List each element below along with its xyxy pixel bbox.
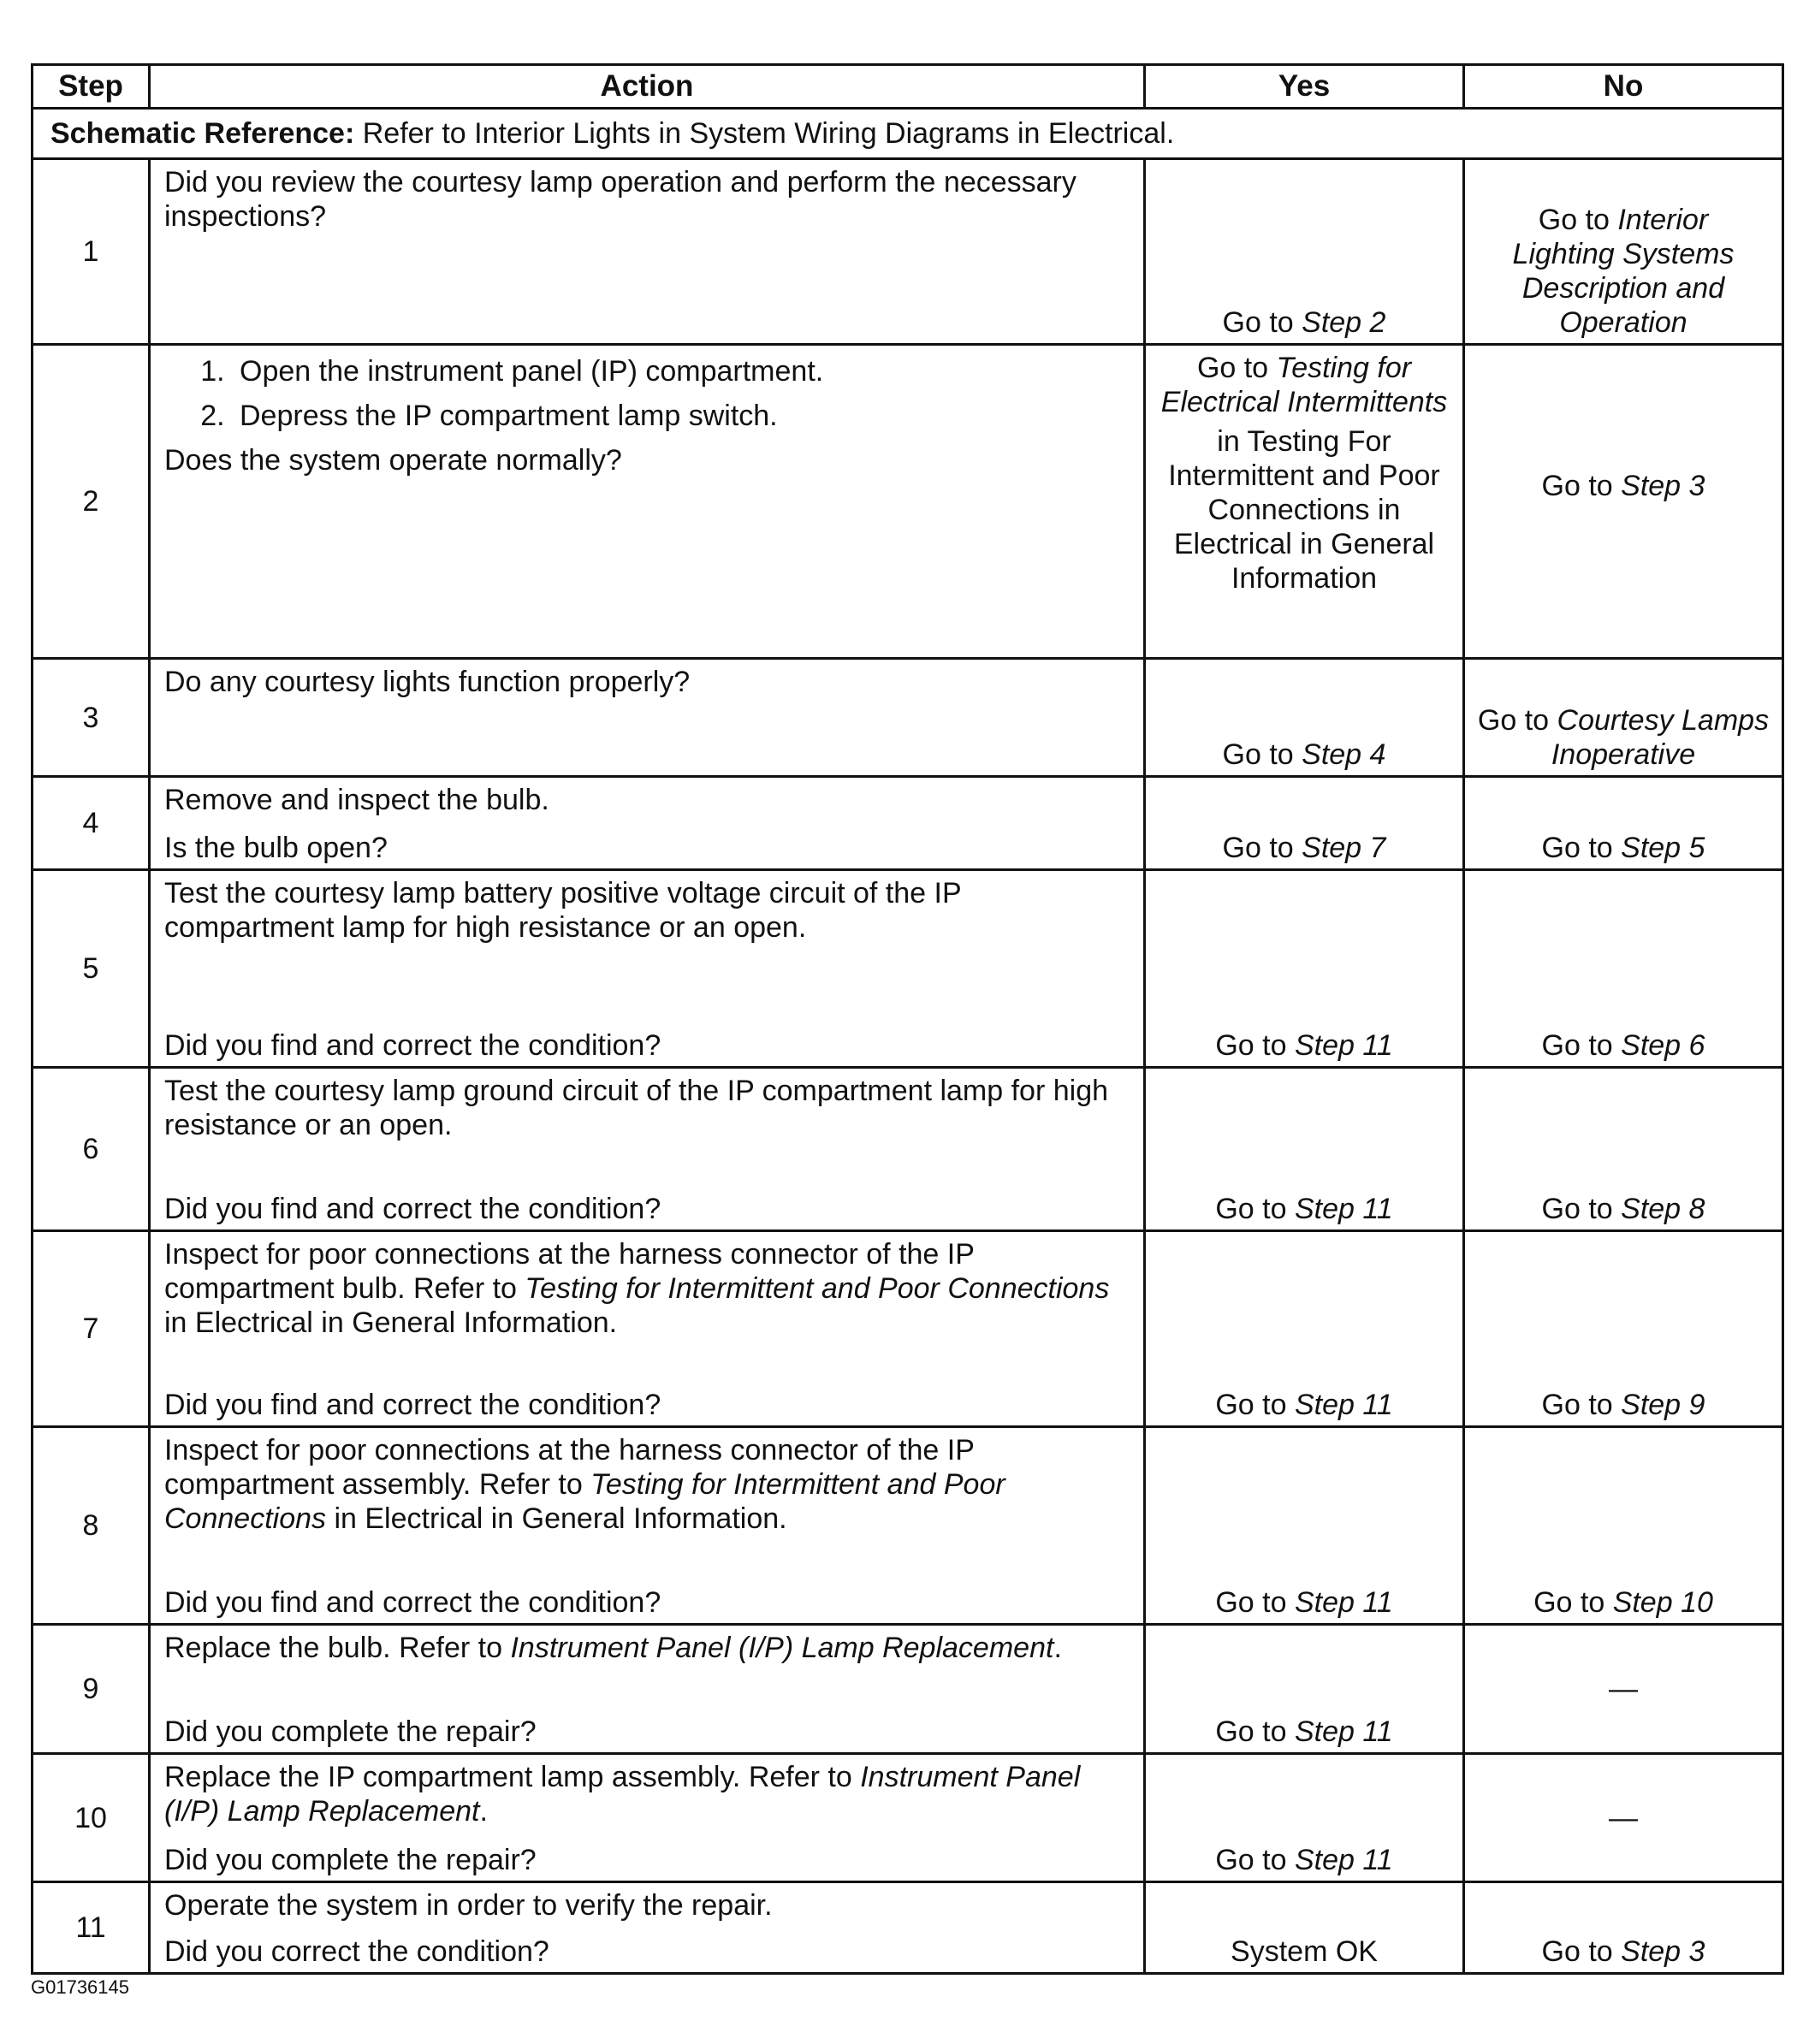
step-number: 4	[33, 777, 150, 870]
action-question: Did you find and correct the condition?	[164, 1193, 661, 1225]
action-text-pre: Replace the bulb. Refer to	[164, 1632, 511, 1664]
action-cell	[150, 1625, 1145, 1754]
no-prefix: Go to	[1477, 704, 1557, 737]
no-cell	[1464, 659, 1783, 777]
action-question: Did you complete the repair?	[164, 1715, 537, 1748]
table-row	[33, 1754, 1783, 1882]
table-row	[33, 870, 1783, 1068]
step-number: 9	[33, 1625, 150, 1754]
yes-cell	[1145, 1231, 1464, 1427]
no-prefix: Go to	[1541, 1389, 1622, 1421]
yes-link[interactable]: Step 11	[1294, 1586, 1393, 1619]
action-cell	[150, 1882, 1145, 1974]
reference-link[interactable]: Testing for Intermittent and Poor Connections	[525, 1272, 1110, 1305]
action-cell	[150, 1231, 1145, 1427]
table-row	[33, 1068, 1783, 1231]
action-question: Did you find and correct the condition?	[164, 1029, 661, 1062]
step-number: 2	[33, 345, 150, 659]
step-number: 7	[33, 1231, 150, 1427]
action-question: Did you correct the condition?	[164, 1935, 549, 1968]
no-cell	[1464, 777, 1783, 870]
action-text-pre: Inspect for poor connections at the harness connector of the IP compartment bulb. Refer to	[164, 1238, 975, 1305]
no-cell	[1464, 1625, 1783, 1754]
action-text-post: in Electrical in General Information.	[326, 1502, 787, 1535]
no-prefix: Go to	[1541, 1935, 1622, 1968]
action-list	[164, 354, 1130, 443]
yes-prefix: Go to	[1215, 1844, 1295, 1876]
step-number: 11	[33, 1882, 150, 1974]
action-text-pre: Inspect for poor connections at the harness connector of the IP compartment assembly. Refer to	[164, 1434, 975, 1501]
table-row	[33, 659, 1783, 777]
no-link[interactable]: Step 3	[1621, 1935, 1705, 1968]
no-dash: —	[1609, 1673, 1638, 1705]
schematic-label: Schematic Reference:	[50, 117, 355, 150]
action-cell	[150, 777, 1145, 870]
yes-cell	[1145, 1427, 1464, 1625]
no-cell	[1464, 1427, 1783, 1625]
step-number: 3	[33, 659, 150, 777]
action-cell	[150, 870, 1145, 1068]
action-question: Did you complete the repair?	[164, 1844, 537, 1876]
table-row	[33, 1882, 1783, 1974]
yes-cell	[1145, 777, 1464, 870]
header-no: No	[1464, 65, 1783, 109]
reference-link[interactable]: Instrument Panel (I/P) Lamp Replacement	[510, 1632, 1054, 1664]
no-link[interactable]: Step 8	[1621, 1193, 1705, 1225]
action-text-post: .	[479, 1795, 488, 1828]
action-question: Did you review the courtesy lamp operation and perform the necessary inspections?	[164, 166, 1077, 233]
schematic-reference	[33, 109, 1783, 159]
no-prefix: Go to	[1541, 1193, 1622, 1225]
yes-cell	[1145, 870, 1464, 1068]
reference-link[interactable]: Testing for Intermittent and Poor Connections	[164, 1468, 1005, 1535]
no-link[interactable]: Courtesy Lamps Inoperative	[1551, 704, 1770, 771]
step-number: 1	[33, 159, 150, 345]
no-cell	[1464, 870, 1783, 1068]
header-yes: Yes	[1145, 65, 1464, 109]
no-link[interactable]: Step 10	[1612, 1586, 1713, 1619]
yes-prefix: Go to	[1196, 352, 1277, 384]
no-prefix: Go to	[1533, 1586, 1613, 1619]
yes-link[interactable]: Testing for Electrical Intermittents	[1160, 352, 1448, 418]
no-cell	[1464, 1882, 1783, 1974]
yes-link[interactable]: Step 11	[1294, 1844, 1393, 1876]
action-text	[164, 1237, 1130, 1340]
action-question: Did you find and correct the condition?	[164, 1389, 661, 1421]
table-row	[33, 1625, 1783, 1754]
yes-prefix: Go to	[1215, 1029, 1295, 1062]
action-cell	[150, 1427, 1145, 1625]
table-row	[33, 345, 1783, 659]
yes-plain: System OK	[1231, 1935, 1378, 1968]
table-row	[33, 1231, 1783, 1427]
step-number: 5	[33, 870, 150, 1068]
step-number: 10	[33, 1754, 150, 1882]
action-text: Test the courtesy lamp ground circuit of the IP compartment lamp for high resistance or an open.	[164, 1075, 1109, 1141]
yes-prefix: Go to	[1222, 306, 1302, 339]
action-text: Remove and inspect the bulb.	[164, 784, 549, 816]
header-action: Action	[150, 65, 1145, 109]
no-cell	[1464, 1231, 1783, 1427]
yes-suffix: in Testing For Intermittent and Poor Connections in Electrical in General Information	[1168, 425, 1440, 595]
yes-cell	[1145, 1068, 1464, 1231]
action-cell	[150, 1068, 1145, 1231]
yes-cell	[1145, 1754, 1464, 1882]
no-link[interactable]: Step 9	[1621, 1389, 1705, 1421]
action-text	[164, 1631, 1130, 1665]
no-prefix: Go to	[1541, 832, 1622, 864]
no-dash: —	[1609, 1801, 1638, 1834]
action-text-post: in Electrical in General Information.	[164, 1306, 618, 1339]
action-cell	[150, 1754, 1145, 1882]
no-cell	[1464, 1754, 1783, 1882]
no-prefix: Go to	[1541, 470, 1622, 502]
action-cell	[150, 345, 1145, 659]
action-text	[164, 1760, 1130, 1828]
yes-cell	[1145, 659, 1464, 777]
action-text: Operate the system in order to verify the repair.	[164, 1889, 773, 1922]
table-row	[33, 159, 1783, 345]
figure-id: G01736145	[31, 1976, 129, 1998]
step-number: 8	[33, 1427, 150, 1625]
no-link[interactable]: Step 5	[1621, 832, 1705, 864]
no-cell	[1464, 1068, 1783, 1231]
no-link[interactable]: Step 6	[1621, 1029, 1705, 1062]
yes-cell	[1145, 345, 1464, 659]
yes-link[interactable]: Step 4	[1302, 738, 1386, 771]
action-question: Is the bulb open?	[164, 832, 388, 864]
no-link[interactable]: Interior Lighting Systems Description and Operation	[1512, 204, 1735, 339]
action-text	[164, 1433, 1130, 1536]
yes-link[interactable]: Step 11	[1294, 1715, 1393, 1748]
header-step: Step	[33, 65, 150, 109]
yes-prefix: Go to	[1222, 832, 1302, 864]
yes-prefix: Go to	[1222, 738, 1302, 771]
table-row	[33, 777, 1783, 870]
yes-link[interactable]: Step 11	[1294, 1389, 1393, 1421]
yes-link[interactable]: Step 11	[1294, 1193, 1393, 1225]
yes-link[interactable]: Step 2	[1302, 306, 1386, 339]
yes-prefix: Go to	[1215, 1715, 1295, 1748]
action-question: Did you find and correct the condition?	[164, 1586, 661, 1619]
action-text-pre: Replace the IP compartment lamp assembly. Refer to	[164, 1761, 861, 1793]
action-cell	[150, 159, 1145, 345]
diagnostic-table	[31, 63, 1784, 1975]
no-cell	[1464, 159, 1783, 345]
yes-link[interactable]: Step 7	[1302, 832, 1386, 864]
action-text-post: .	[1053, 1632, 1062, 1664]
table-row	[33, 1427, 1783, 1625]
header-row	[33, 65, 1783, 109]
yes-cell	[1145, 159, 1464, 345]
action-text: Test the courtesy lamp battery positive voltage circuit of the IP compartment lamp for high resistance or an open.	[164, 877, 962, 944]
schematic-row	[33, 109, 1783, 159]
yes-prefix: Go to	[1215, 1193, 1295, 1225]
action-cell	[150, 659, 1145, 777]
no-prefix: Go to	[1538, 204, 1618, 236]
yes-cell	[1145, 1625, 1464, 1754]
action-question: Does the system operate normally?	[164, 444, 622, 477]
yes-cell	[1145, 1882, 1464, 1974]
schematic-text: Refer to Interior Lights in System Wiring Diagrams in Electrical.	[362, 117, 1175, 150]
yes-link[interactable]: Step 11	[1294, 1029, 1393, 1062]
step-number: 6	[33, 1068, 150, 1231]
reference-link[interactable]: Instrument Panel (I/P) Lamp Replacement	[164, 1761, 1081, 1828]
no-prefix: Go to	[1541, 1029, 1622, 1062]
no-link[interactable]: Step 3	[1621, 470, 1705, 502]
action-question: Do any courtesy lights function properly?	[164, 666, 691, 698]
yes-prefix: Go to	[1215, 1389, 1295, 1421]
no-cell	[1464, 345, 1783, 659]
yes-prefix: Go to	[1215, 1586, 1295, 1619]
action-list-item: 2. Depress the IP compartment lamp switch.	[233, 399, 1130, 433]
action-list-item: 1. Open the instrument panel (IP) compartment.	[233, 354, 1130, 388]
